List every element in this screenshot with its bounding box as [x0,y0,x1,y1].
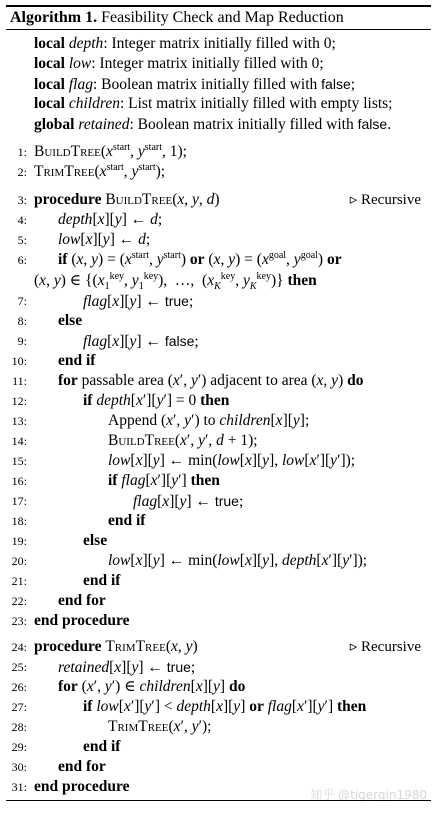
algorithm-title [10,8,344,28]
code-line: 22: end for [11,592,106,609]
declaration-line: local depth: Integer matrix initially filled with 0; [34,35,336,52]
recursive-comment: ▹ Recursive [349,639,421,655]
title-rule [6,29,431,30]
code-line: 24: procedure TrimTree(x, y) ▹ Recursive [11,638,421,655]
code-line: 25: retained[x][y] ← true; [11,659,196,676]
code-line: 8: else [17,312,83,329]
code-line: 28: TrimTree(x′, y′); [11,718,212,735]
code-line-continued: (x, y) ∈ {($x_1^{key}$, $y_1^{key}$), …, ($x_K^{key}$, $y_K^{key}$)} then [34,270,317,293]
code-line: 18: end if [11,512,146,529]
declaration-line: local flag: Boolean matrix initially filled with false; [34,76,356,93]
code-line: 31: end procedure [11,778,130,795]
code-line: 17: flag[x][y] ← true; [11,493,244,510]
code-line: 16: if flag[x′][y′] then [11,472,220,489]
code-line: 7: flag[x][y] ← true; [17,293,194,310]
code-line: 3: procedure BuildTree(x, y, d) ▹ Recursive [17,191,421,208]
top-rule [6,5,431,7]
algorithm-name: Feasibility Check and Map Reduction [101,9,344,26]
code-line: 10: end if [11,352,96,369]
code-line: 4: depth[x][y] ← d; [17,211,163,228]
declaration-line: local low: Integer matrix initially filled with 0; [34,55,324,72]
declaration-line: local children: List matrix initially filled with empty lists; [34,95,393,112]
code-line: 6: if (x, $y) = (x^{start}$, $y^{start}$) or (x, $y) = (x^{goal}$, $y^{goal}$) or [17,249,342,268]
code-line: 2: $TrimTree(x^{start}$, $y^{start}$); [17,161,166,180]
code-line: 1: $BuildTree(x^{start}$, $y^{start}$, 1); [17,141,187,160]
code-line: 5: low[x][y] ← d; [17,231,151,248]
algorithm-label: Algorithm 1. [10,9,98,26]
code-line: 20: low[x][y] ← min(low[x][y], depth[x′][y′]); [11,552,368,569]
bottom-rule [6,800,431,801]
code-line: 21: end if [11,572,121,589]
recursive-comment: ▹ Recursive [349,192,421,208]
code-line: 26: for (x′, y′) ∈ children[x][y] do [11,678,246,695]
code-line: 23: end procedure [11,612,130,629]
declaration-line: global retained: Boolean matrix initially filled with false. [34,116,392,133]
code-line: 15: low[x][y] ← min(low[x][y], low[x′][y′]); [11,452,356,469]
code-line: 19: else [11,532,108,549]
code-line: 27: if low[x′][y′] < depth[x][y] or flag[x′][y′] then [11,698,367,715]
code-line: 12: if depth[x′][y′] = 0 then [11,392,230,409]
code-line: 29: end if [11,738,121,755]
code-line: 9: flag[x][y] ← false; [17,333,199,350]
watermark: 知乎 @tigerqin1980 [310,788,427,802]
code-line: 11: for passable area (x′, y′) adjacent to area (x, y) do [12,372,364,389]
code-line: 30: end for [11,758,106,775]
code-line: 14: BuildTree(x′, y′, d + 1); [11,432,258,449]
code-line: 13: Append (x′, y′) to children[x][y]; [11,412,310,429]
